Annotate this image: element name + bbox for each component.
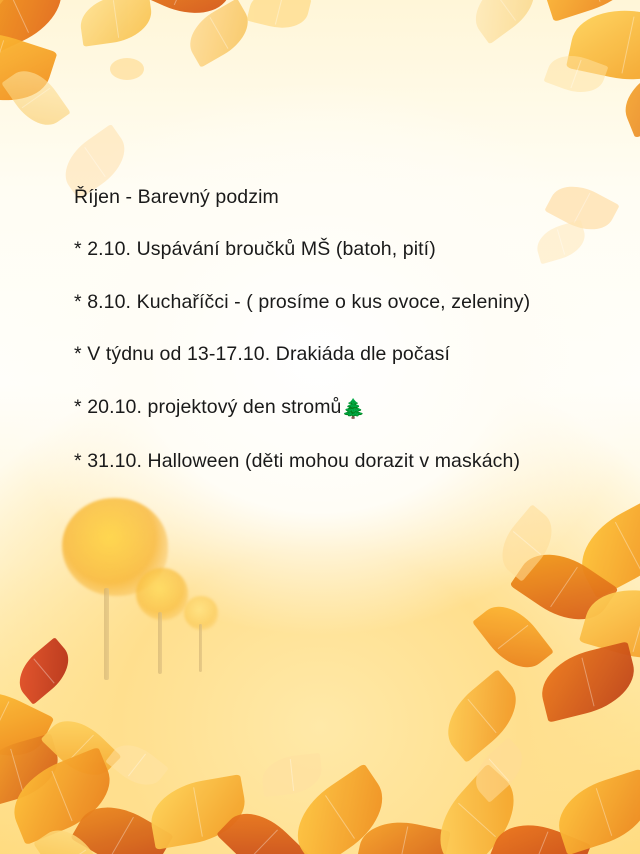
evergreen-tree-icon: 🌲: [341, 398, 366, 420]
poster-text-block: [74, 185, 594, 474]
event-line-4-text: * 20.10. projektový den stromů: [74, 395, 342, 418]
leaf-cluster-top-left: [0, 0, 290, 180]
event-line-5: * 31.10. Halloween (děti mohou dorazit v maskách): [74, 450, 521, 473]
leaf-cluster-top-right: [360, 0, 640, 190]
event-line-2: * 8.10. Kuchaříčci - ( prosíme o kus ovoce, zeleniny): [74, 290, 531, 313]
poster-heading: Říjen - Barevný podzim: [74, 186, 279, 208]
event-line-4: [74, 395, 594, 422]
event-line-3: * V týdnu od 13-17.10. Drakiáda dle počasí: [74, 343, 451, 366]
event-line-1: * 2.10. Uspávání broučků MŠ (batoh, pití): [74, 238, 436, 261]
leaf-band-bottom: [0, 614, 640, 854]
